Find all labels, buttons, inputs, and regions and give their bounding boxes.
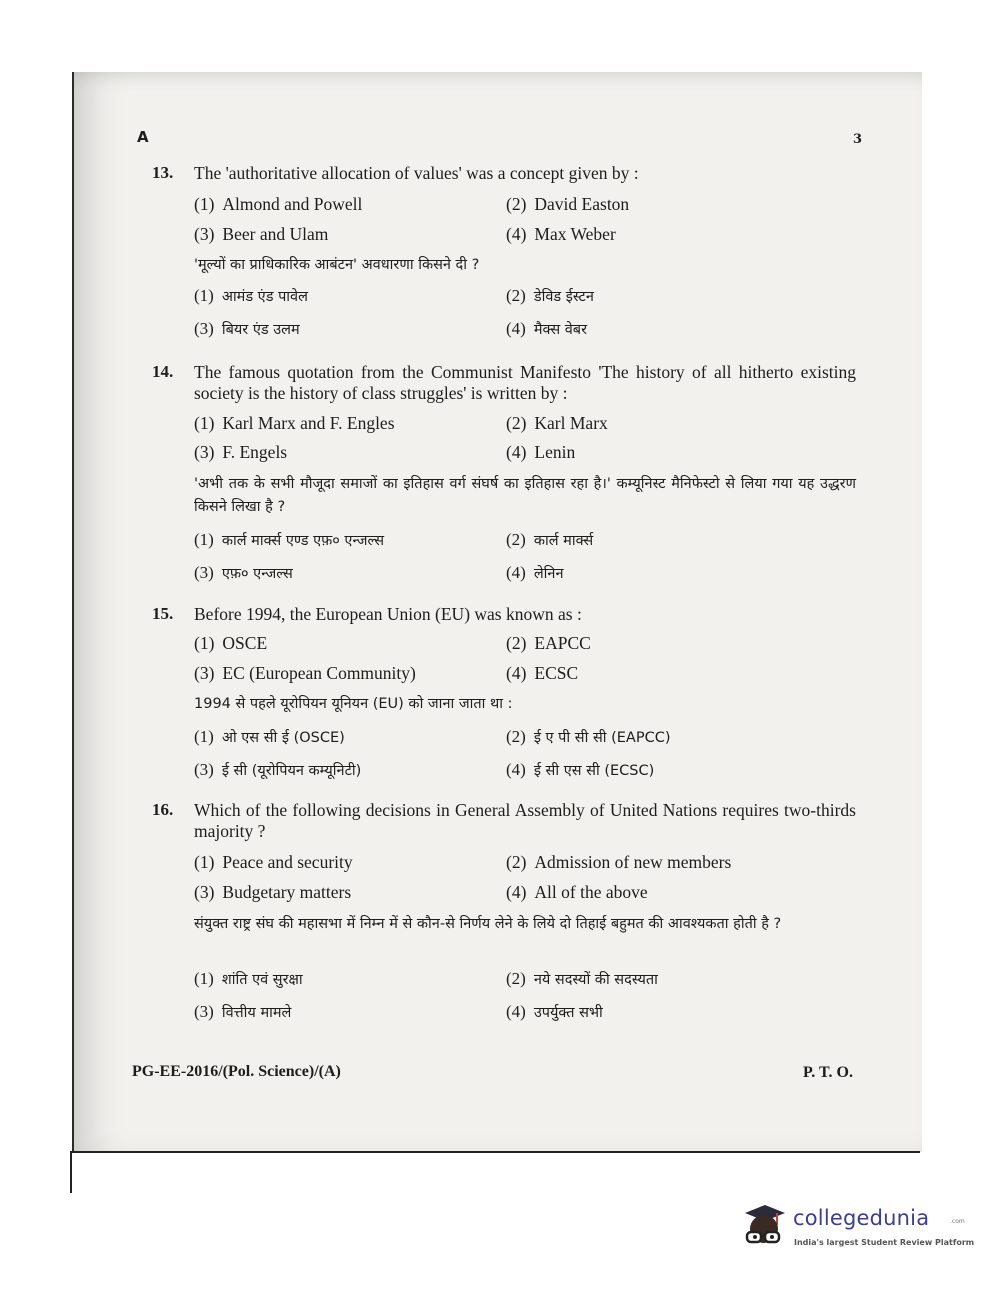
hindi-question-text: 1994 से पहले यूरोपियन यूनियन (EU) को जाना जाता था :: [194, 696, 513, 712]
option-2: [506, 413, 608, 434]
option-text: उपर्युक्त सभी: [533, 1005, 603, 1021]
option-number: (2): [506, 194, 527, 214]
hindi-option-4: [506, 760, 654, 780]
option-number: (3): [194, 760, 214, 779]
watermark-logo: [735, 1195, 975, 1265]
hindi-option-1: [194, 727, 345, 747]
option-number: (2): [506, 286, 526, 305]
hindi-option-3: [194, 563, 293, 583]
option-text: Lenin: [534, 442, 576, 462]
mascot-icon: [735, 1199, 791, 1255]
option-number: (4): [506, 224, 527, 244]
question-number: 16.: [152, 800, 174, 819]
question-text: The famous quotation from the Communist Manifesto 'The history of all hitherto existing society is the history of class struggles' is written by :: [194, 362, 856, 403]
option-text: ई ए पी सी सी (EAPCC): [533, 730, 671, 746]
option-number: (3): [194, 663, 215, 683]
question-number: 13.: [152, 163, 174, 182]
question-text: Which of the following decisions in General Assembly of United Nations requires two-thirds majority ?: [194, 800, 856, 841]
pto-label: P. T. O.: [803, 1064, 853, 1081]
option-number: (4): [506, 1002, 526, 1021]
option-text: David Easton: [534, 194, 630, 214]
option-text: Budgetary matters: [222, 882, 352, 902]
hindi-option-3: [194, 1002, 291, 1022]
page-edge-line-left: [70, 1151, 72, 1193]
hindi-option-2: [506, 727, 671, 747]
series-label: A: [137, 128, 149, 146]
option-number: (3): [194, 882, 215, 902]
question-text: Before 1994, the European Union (EU) was known as :: [194, 604, 582, 624]
hindi-option-2: [506, 530, 593, 550]
option-text: ई सी (यूरोपियन कम्यूनिटी): [221, 763, 362, 779]
option-text: ओ एस सी ई (OSCE): [221, 730, 345, 746]
hindi-option-3: [194, 760, 361, 780]
option-number: (4): [506, 760, 526, 779]
option-number: (1): [194, 852, 215, 872]
option-text: EC (European Community): [222, 663, 416, 683]
option-2: [506, 852, 731, 873]
option-number: (2): [506, 727, 526, 746]
option-text: Peace and security: [222, 852, 353, 872]
option-text: Almond and Powell: [222, 194, 363, 214]
option-text: कार्ल मार्क्स: [533, 533, 594, 549]
option-number: (1): [194, 969, 214, 988]
option-4: [506, 882, 648, 903]
hindi-option-4: [506, 563, 564, 583]
hindi-option-3: [194, 319, 300, 339]
option-1: [194, 633, 267, 654]
option-text: आमंड एंड पावेल: [221, 289, 308, 305]
option-4: [506, 442, 575, 463]
option-text: All of the above: [534, 882, 648, 902]
question-number: 14.: [152, 362, 174, 381]
option-text: Karl Marx and F. Engles: [222, 413, 395, 433]
option-number: (2): [506, 969, 526, 988]
option-3: [194, 663, 416, 684]
option-number: (1): [194, 530, 214, 549]
brand-name: collegedunia: [793, 1206, 930, 1230]
option-text: एफ़० एन्जल्स: [221, 566, 293, 582]
option-number: (2): [506, 852, 527, 872]
option-number: (3): [194, 1002, 214, 1021]
option-text: OSCE: [222, 633, 268, 653]
option-number: (3): [194, 319, 214, 338]
option-text: लेनिन: [533, 566, 564, 582]
option-text: Beer and Ulam: [222, 224, 329, 244]
hindi-option-4: [506, 319, 587, 339]
option-number: (1): [194, 413, 215, 433]
option-number: (2): [506, 633, 527, 653]
page-edge-line: [72, 1151, 920, 1153]
option-number: (4): [506, 442, 527, 462]
option-number: (1): [194, 633, 215, 653]
option-text: वित्तीय मामले: [221, 1005, 292, 1021]
option-1: [194, 852, 353, 873]
hindi-option-2: [506, 286, 594, 306]
question-text: The 'authoritative allocation of values' was a concept given by :: [194, 163, 639, 183]
option-text: ई सी एस सी (ECSC): [533, 763, 655, 779]
option-number: (3): [194, 563, 214, 582]
hindi-option-2: [506, 969, 658, 989]
option-number: (3): [194, 224, 215, 244]
brand-tagline: India's largest Student Review Platform: [794, 1238, 975, 1247]
hindi-option-1: [194, 969, 303, 989]
hindi-option-4: [506, 1002, 603, 1022]
option-number: (1): [194, 727, 214, 746]
hindi-question-text: 'अभी तक के सभी मौजूदा समाजों का इतिहास वर्ग संघर्ष का इतिहास रहा है।' कम्यूनिस्ट मैनिफेस्टो से लिया गया यह उद्धरण किसने लिखा है ?: [194, 476, 856, 515]
option-2: [506, 633, 591, 654]
option-1: [194, 413, 395, 434]
hindi-question-text: संयुक्त राष्ट्र संघ की महासभा में निम्न में से कौन-से निर्णय लेने के लिये दो तिहाई बहुमत की आवश्यकता होती है ?: [194, 916, 782, 932]
option-3: [194, 442, 287, 463]
option-text: शांति एवं सुरक्षा: [221, 972, 303, 988]
option-text: F. Engels: [222, 442, 288, 462]
option-number: (4): [506, 319, 526, 338]
option-text: Max Weber: [534, 224, 616, 244]
option-text: कार्ल मार्क्स एण्ड एफ़० एन्जल्स: [221, 533, 385, 549]
option-number: (4): [506, 563, 526, 582]
paper-code: PG-EE-2016/(Pol. Science)/(A): [132, 1063, 341, 1080]
hindi-option-1: [194, 530, 384, 550]
option-4: [506, 224, 616, 245]
option-number: (4): [506, 882, 527, 902]
option-text: Admission of new members: [534, 852, 732, 872]
option-text: ECSC: [534, 663, 579, 683]
brand-domain: .com: [950, 1218, 965, 1225]
option-text: Karl Marx: [534, 413, 608, 433]
option-2: [506, 194, 629, 215]
option-number: (4): [506, 663, 527, 683]
option-1: [194, 194, 362, 215]
page-number: 3: [853, 132, 863, 147]
option-3: [194, 882, 351, 903]
option-number: (3): [194, 442, 215, 462]
hindi-option-1: [194, 286, 308, 306]
option-number: (1): [194, 286, 214, 305]
question-number: 15.: [152, 604, 174, 623]
option-number: (2): [506, 530, 526, 549]
option-4: [506, 663, 578, 684]
option-text: नये सदस्यों की सदस्यता: [533, 972, 658, 988]
option-text: बियर एंड उलम: [221, 322, 300, 338]
hindi-question-text: 'मूल्यों का प्राधिकारिक आबंटन' अवधारणा किसने दी ?: [194, 257, 480, 273]
option-3: [194, 224, 328, 245]
option-text: डेविड ईस्टन: [533, 289, 594, 305]
option-number: (2): [506, 413, 527, 433]
option-text: EAPCC: [534, 633, 591, 653]
option-text: मैक्स वेबर: [533, 322, 587, 338]
option-number: (1): [194, 194, 215, 214]
